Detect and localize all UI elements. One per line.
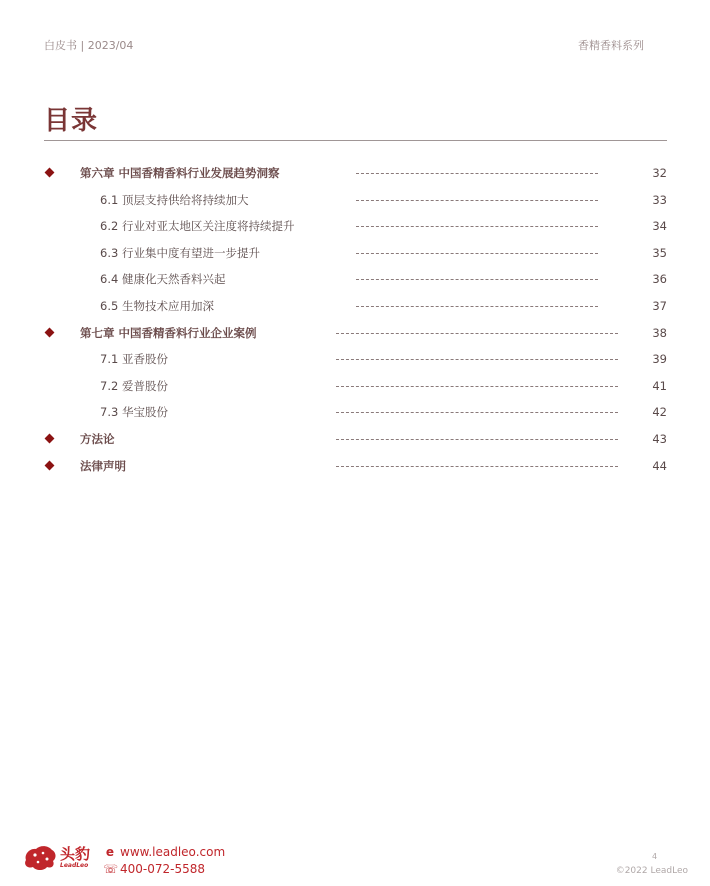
toc-entry-page: 44 [652, 458, 667, 473]
toc-entry-section-7-3[interactable] [44, 399, 667, 426]
toc-entry-label: 7.1 亚香股份 [100, 352, 168, 367]
dotted-leader [336, 359, 618, 360]
page-title: 目录 [44, 106, 99, 136]
toc-entry-page: 38 [652, 325, 667, 340]
copyright-notice: ©2022 LeadLeo [615, 866, 688, 876]
leopard-logo-icon [22, 842, 58, 872]
website-link[interactable] [103, 845, 225, 859]
toc-entry-chapter-7[interactable] [44, 320, 667, 347]
toc-entry-page: 35 [652, 245, 667, 260]
toc-entry-label: 第六章 中国香精香料行业发展趋势洞察 [80, 166, 280, 180]
phone-icon: ☏ [103, 862, 119, 876]
toc-entry-section-6-3[interactable] [44, 240, 667, 267]
toc-entry-section-7-1[interactable] [44, 346, 667, 373]
toc-entry-page: 37 [652, 298, 667, 313]
dotted-leader [336, 412, 618, 413]
diamond-bullet-icon [45, 168, 55, 178]
diamond-bullet-icon [45, 460, 55, 470]
dotted-leader [336, 386, 618, 387]
toc-entry-label: 第七章 中国香精香料行业企业案例 [80, 325, 257, 340]
toc-entry-page: 33 [652, 192, 667, 207]
dotted-leader [356, 253, 598, 254]
toc-entry-label: 7.2 爱普股份 [100, 378, 168, 393]
toc-entry-page: 34 [652, 219, 667, 234]
dotted-leader [356, 279, 598, 280]
dotted-leader [356, 200, 598, 201]
toc-entry-page: 36 [652, 272, 667, 287]
series-name: 香精香料系列 [578, 39, 644, 52]
toc-entry-label: 7.3 华宝股份 [100, 405, 168, 420]
toc-entry-section-6-1[interactable] [44, 187, 667, 214]
toc-entry-section-6-5[interactable] [44, 293, 667, 320]
dotted-leader [336, 466, 618, 467]
toc-entry-section-6-4[interactable] [44, 266, 667, 293]
toc-entry-page: 41 [652, 378, 667, 393]
brand-subtitle: LeadLeo [60, 862, 89, 869]
toc-entry-label: 6.1 顶层支持供给将持续加大 [100, 192, 249, 207]
dotted-leader [356, 226, 598, 227]
document-type-date: 白皮书 | 2023/04 [44, 39, 134, 52]
toc-entry-section-6-2[interactable] [44, 213, 667, 240]
diamond-bullet-icon [45, 327, 55, 337]
toc-entry-page: 39 [652, 352, 667, 367]
title-divider [44, 140, 667, 141]
toc-entry-label: 法律声明 [80, 458, 126, 473]
table-of-contents [44, 160, 667, 479]
toc-entry-legal-notice[interactable] [44, 453, 667, 480]
brand-name: 头豹 [60, 845, 91, 863]
web-icon: e [105, 845, 115, 859]
toc-entry-label: 6.2 行业对亚太地区关注度将持续提升 [100, 219, 295, 234]
diamond-bullet-icon [45, 433, 55, 443]
toc-entry-label: 6.5 生物技术应用加深 [100, 298, 214, 313]
toc-entry-label: 6.3 行业集中度有望进一步提升 [100, 245, 260, 260]
phone-text: 400-072-5588 [120, 862, 206, 876]
toc-entry-methodology[interactable] [44, 426, 667, 453]
toc-entry-label: 方法论 [80, 431, 115, 446]
dotted-leader [336, 439, 618, 440]
dotted-leader [356, 306, 598, 307]
page-number: 4 [652, 852, 658, 861]
dotted-leader [356, 173, 598, 174]
toc-entry-chapter-6[interactable] [44, 160, 667, 187]
toc-entry-section-7-2[interactable] [44, 373, 667, 400]
dotted-leader [336, 333, 618, 334]
phone-contact [103, 862, 205, 876]
toc-entry-page: 32 [652, 166, 667, 180]
toc-entry-label: 6.4 健康化天然香料兴起 [100, 272, 226, 287]
website-text: www.leadleo.com [120, 845, 226, 859]
toc-entry-page: 43 [652, 431, 667, 446]
toc-entry-page: 42 [652, 405, 667, 420]
